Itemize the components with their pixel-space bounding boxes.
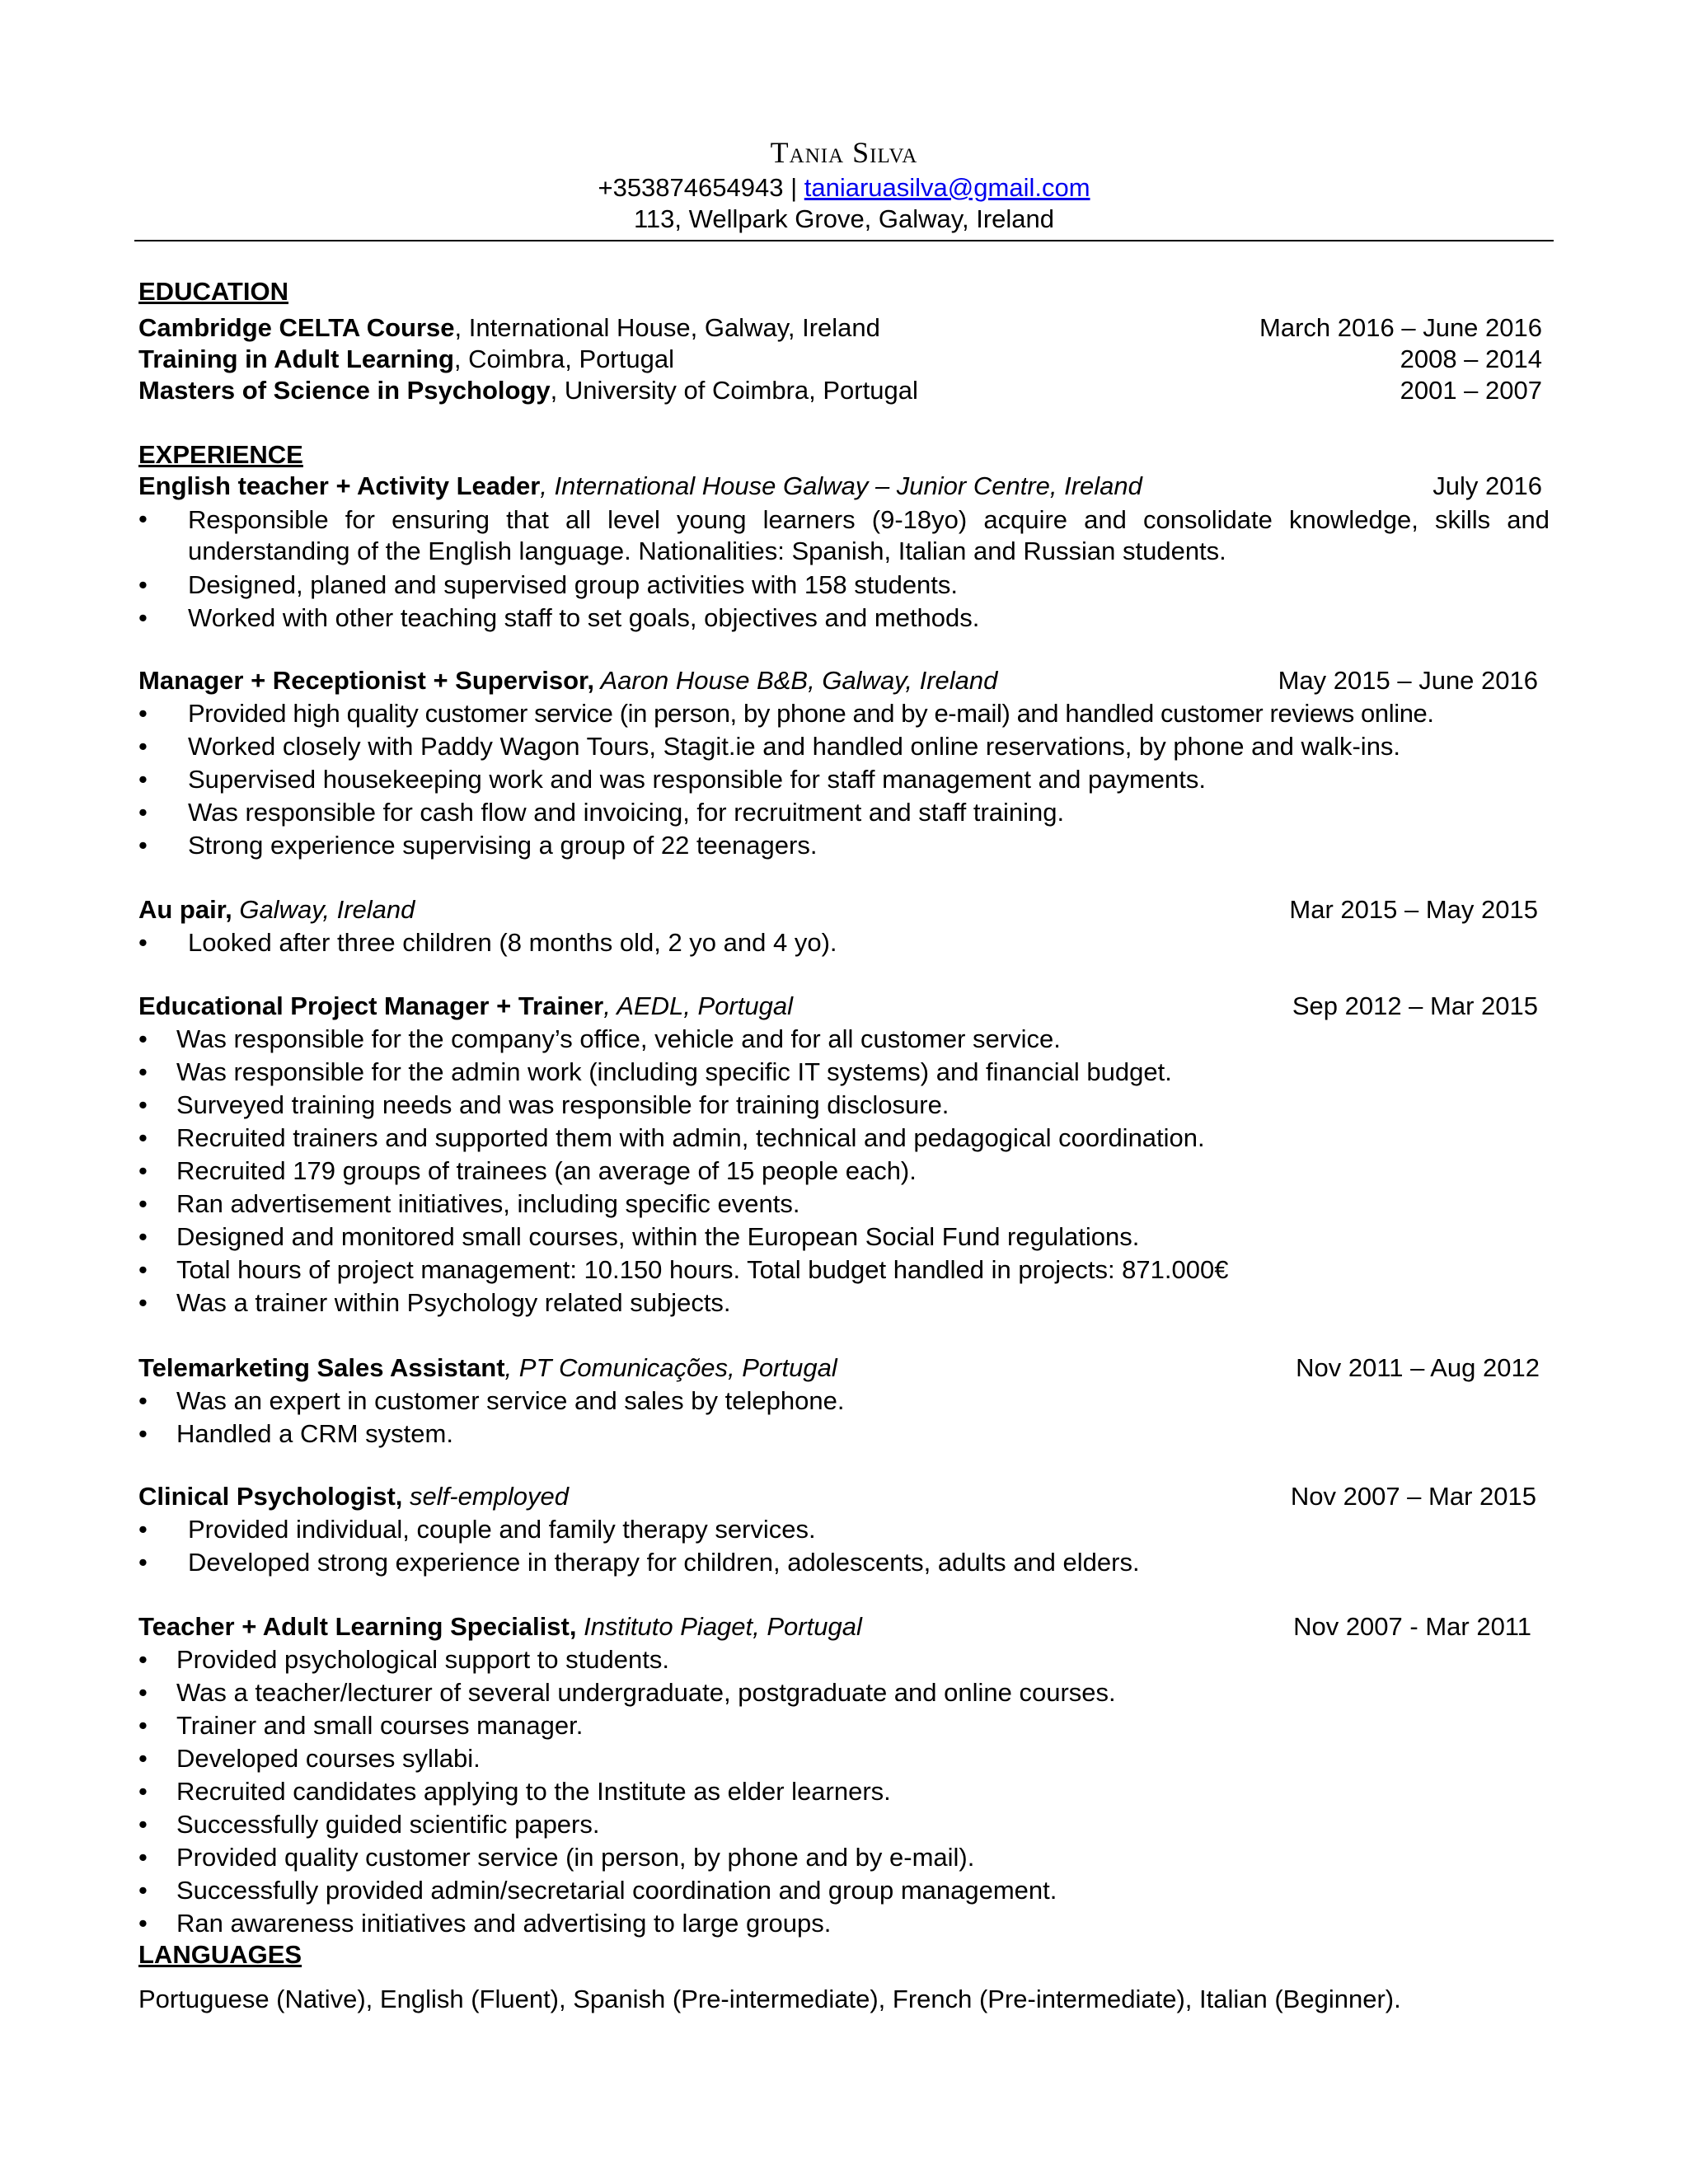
bullet-icon: • (138, 1843, 148, 1872)
job-separator: , (504, 1353, 519, 1382)
bullet-icon: • (138, 1515, 148, 1544)
bullet-icon: • (138, 1255, 148, 1284)
degree-date: March 2016 – June 2016 (1259, 313, 1542, 342)
job-organization: International House Galway – Junior Centre, Ireland (554, 471, 1142, 500)
bullet-icon: • (138, 1419, 148, 1448)
bullet-text: Recruited 179 groups of trainees (an average of 15 people each). (176, 1156, 917, 1185)
bullet-text: Surveyed training needs and was responsible for training disclosure. (176, 1090, 950, 1119)
bullet-text: Trainer and small courses manager. (176, 1711, 584, 1740)
job-organization: Instituto Piaget, Portugal (584, 1612, 862, 1641)
bullet-icon: • (138, 1744, 148, 1773)
bullet-icon: • (138, 1090, 148, 1119)
bullet-icon: • (138, 1711, 148, 1740)
bullet-icon: • (138, 1123, 148, 1152)
degree-date: 2001 – 2007 (1400, 376, 1542, 405)
bullet-text: Successfully guided scientific papers. (176, 1810, 600, 1839)
bullet-text: Strong experience supervising a group of 22 teenagers. (188, 831, 818, 860)
job-title: Teacher + Adult Learning Specialist, (138, 1612, 577, 1641)
degree-date: 2008 – 2014 (1400, 344, 1542, 373)
job-title: Telemarketing Sales Assistant (138, 1353, 505, 1382)
job-title: Au pair, (138, 895, 232, 924)
job-header (138, 991, 1550, 1021)
bullet-text: Total hours of project management: 10.150 hours. Total budget handled in projects: 871.000€ (176, 1255, 1229, 1284)
contact-line (0, 173, 1688, 203)
bullet-text: Supervised housekeeping work and was responsible for staff management and payments. (188, 765, 1206, 794)
degree-institution: , Coimbra, Portugal (453, 344, 674, 373)
bullet-text: Developed courses syllabi. (176, 1744, 481, 1773)
bullet-icon: • (138, 732, 148, 761)
bullet-text: Provided individual, couple and family therapy services. (188, 1515, 816, 1544)
bullet-text: Was a teacher/lecturer of several undergraduate, postgraduate and online courses. (176, 1678, 1116, 1707)
candidate-name: Tania Silva (770, 136, 918, 169)
job-date: Nov 2007 - Mar 2011 (1293, 1612, 1531, 1641)
bullet-text: Handled a CRM system. (176, 1419, 453, 1448)
degree-institution: , International House, Galway, Ireland (454, 313, 880, 342)
job-separator (402, 1482, 410, 1511)
job-title: English teacher + Activity Leader (138, 471, 541, 500)
bullet-icon: • (138, 504, 148, 533)
education-heading: EDUCATION (138, 277, 288, 306)
job-header (138, 1612, 1550, 1642)
job-organization: AEDL, Portugal (617, 991, 793, 1020)
bullet-text: Was responsible for cash flow and invoicing, for recruitment and staff training. (188, 798, 1065, 827)
bullet-text: Recruited trainers and supported them with admin, technical and pedagogical coordination. (176, 1123, 1205, 1152)
job-separator (594, 666, 600, 695)
job-date: May 2015 – June 2016 (1278, 666, 1538, 695)
job-date: Mar 2015 – May 2015 (1289, 895, 1538, 924)
languages-heading: LANGUAGES (138, 1940, 302, 1969)
bullet-text: Designed, planed and supervised group activities with 158 students. (188, 570, 959, 599)
degree-title: Training in Adult Learning (138, 344, 454, 373)
job-title: Clinical Psychologist, (138, 1482, 403, 1511)
bullet-text: Provided quality customer service (in person, by phone and by e-mail). (176, 1843, 975, 1872)
education-item (138, 376, 1550, 405)
experience-heading: EXPERIENCE (138, 440, 303, 469)
bullet-icon: • (138, 831, 148, 860)
job-header (138, 895, 1550, 925)
bullet-icon: • (138, 1057, 148, 1086)
header-divider (134, 240, 1554, 241)
bullet-icon: • (138, 603, 148, 632)
bullet-text: Worked with other teaching staff to set goals, objectives and methods. (188, 603, 980, 632)
job-header (138, 1353, 1550, 1383)
bullet-icon: • (138, 928, 148, 957)
bullet-icon: • (138, 1548, 148, 1577)
bullet-text: Looked after three children (8 months old, 2 yo and 4 yo). (188, 928, 837, 957)
job-header (138, 471, 1550, 501)
bullet-text: Was an expert in customer service and sales by telephone. (176, 1386, 845, 1415)
bullet-icon: • (138, 570, 148, 599)
bullet-text: Was a trainer within Psychology related subjects. (176, 1288, 731, 1317)
job-separator: , (540, 471, 555, 500)
bullet-text: Ran advertisement initiatives, including specific events. (176, 1189, 800, 1218)
contact-separator: | (783, 173, 804, 202)
job-separator: , (603, 991, 617, 1020)
job-separator (576, 1612, 584, 1641)
address-line: 113, Wellpark Grove, Galway, Ireland (633, 204, 1054, 233)
bullet-icon: • (138, 1189, 148, 1218)
job-date: Nov 2011 – Aug 2012 (1296, 1353, 1540, 1382)
bullet-icon: • (138, 765, 148, 794)
degree-title: Masters of Science in Psychology (138, 376, 551, 405)
education-item (138, 344, 1550, 374)
job-header (138, 666, 1550, 696)
bullet-icon: • (138, 1156, 148, 1185)
bullet-text: Responsible for ensuring that all level young learners (9-18yo) acquire and consolidate knowledge, skills and understanding of the English language. Nationalities: Spanish, Italian and Russian students. (188, 505, 1550, 565)
bullet-text: Was responsible for the company’s office, vehicle and for all customer service. (176, 1024, 1061, 1053)
job-title: Manager + Receptionist + Supervisor, (138, 666, 595, 695)
bullet-icon: • (138, 1024, 148, 1053)
languages-text: Portuguese (Native), English (Fluent), Spanish (Pre-intermediate), French (Pre-intermediate), Italian (Beginner). (138, 1985, 1401, 2013)
bullet-text: Provided high quality customer service (in person, by phone and by e-mail) and handled customer reviews online. (188, 699, 1434, 728)
job-date: Sep 2012 – Mar 2015 (1292, 991, 1538, 1020)
bullet-text: Successfully provided admin/secretarial coordination and group management. (176, 1876, 1057, 1905)
phone-number: +353874654943 (598, 173, 784, 202)
bullet-text: Provided psychological support to students. (176, 1645, 669, 1674)
bullet-text: Designed and monitored small courses, within the European Social Fund regulations. (176, 1222, 1140, 1251)
job-title: Educational Project Manager + Trainer (138, 991, 604, 1020)
bullet-icon: • (138, 1810, 148, 1839)
job-organization: self-employed (410, 1482, 570, 1511)
bullet-text: Worked closely with Paddy Wagon Tours, Stagit.ie and handled online reservations, by phone and walk-ins. (188, 732, 1401, 761)
bullet-icon: • (138, 1386, 148, 1415)
degree-institution: , University of Coimbra, Portugal (550, 376, 918, 405)
bullet-icon: • (138, 1678, 148, 1707)
bullet-icon: • (138, 699, 148, 728)
bullet-icon: • (138, 1645, 148, 1674)
bullet-text: Developed strong experience in therapy for children, adolescents, adults and elders. (188, 1548, 1140, 1577)
bullet-icon: • (138, 1876, 148, 1905)
bullet-icon: • (138, 798, 148, 827)
job-organization: Galway, Ireland (239, 895, 415, 924)
degree-title: Cambridge CELTA Course (138, 313, 455, 342)
job-organization: Aaron House B&B, Galway, Ireland (600, 666, 998, 695)
job-header (138, 1482, 1550, 1511)
bullet-text: Was responsible for the admin work (including specific IT systems) and financial budget. (176, 1057, 1172, 1086)
bullet-icon: • (138, 1222, 148, 1251)
job-date: July 2016 (1432, 471, 1542, 500)
bullet-icon: • (138, 1909, 148, 1938)
bullet-icon: • (138, 1777, 148, 1806)
bullet-text: Ran awareness initiatives and advertising to large groups. (176, 1909, 832, 1938)
bullet-text: Recruited candidates applying to the Institute as elder learners. (176, 1777, 891, 1806)
job-date: Nov 2007 – Mar 2015 (1290, 1482, 1536, 1511)
bullet-icon: • (138, 1288, 148, 1317)
education-item (138, 313, 1550, 343)
job-organization: PT Comunicações, Portugal (518, 1353, 837, 1382)
email-link[interactable]: taniaruasilva@gmail.com (804, 173, 1090, 202)
